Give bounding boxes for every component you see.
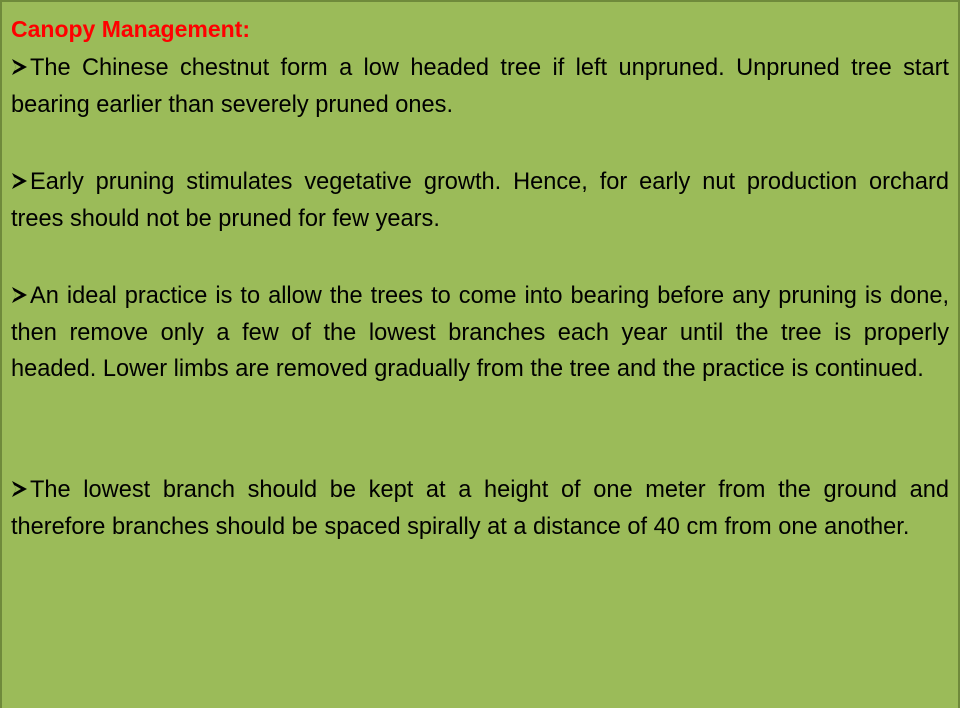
bullet-item xyxy=(11,50,949,123)
arrow-bullet-icon xyxy=(11,479,28,499)
bullet-item xyxy=(11,472,949,545)
bullet-text: An ideal practice is to allow the trees to come into bearing before any pruning is done, then remove only a few of the lowest branches each year until the tree is properly headed. Lower limbs are removed gradually from the tree and the practice is continued. xyxy=(11,283,949,382)
arrow-bullet-icon xyxy=(11,285,28,305)
bullet-text: Early pruning stimulates vegetative growth. Hence, for early nut production orchard trees should not be pruned for few years. xyxy=(11,169,949,232)
bullet-item xyxy=(11,164,949,237)
bullet-item xyxy=(11,278,949,388)
arrow-bullet-icon xyxy=(11,57,28,77)
arrow-bullet-icon xyxy=(11,171,28,191)
slide-title: Canopy Management: xyxy=(11,16,250,42)
page-margin xyxy=(0,708,960,720)
bullet-text: The lowest branch should be kept at a height of one meter from the ground and therefore branches should be spaced spirally at a distance of 40 cm from one another. xyxy=(11,477,949,540)
bullet-text: The Chinese chestnut form a low headed tree if left unpruned. Unpruned tree start bearing earlier than severely pruned ones. xyxy=(11,55,949,118)
